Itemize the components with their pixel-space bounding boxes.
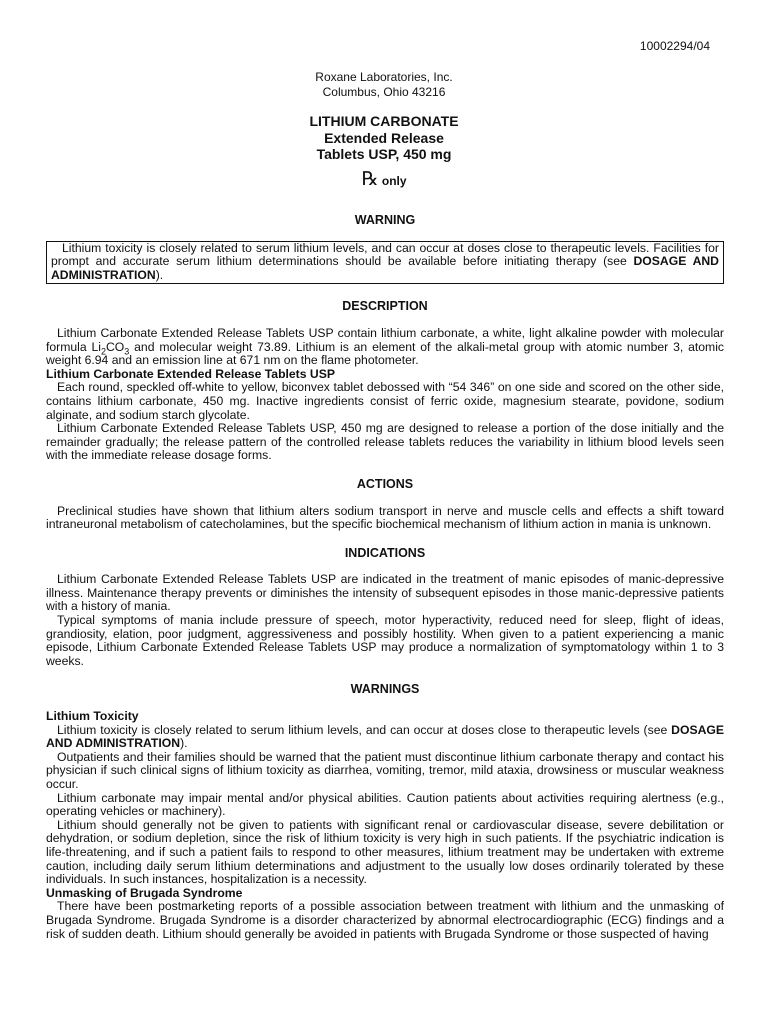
document-header [0, 70, 768, 188]
description-paragraph-3: Lithium Carbonate Extended Release Tablets USP, 450 mg are designed to release a portion of the dose initially and the remainder gradually; the release pattern of the controlled release tablets reduces the variability in lithium blood levels seen with the immediate release dosage forms. [46, 421, 724, 463]
company-address: Columbus, Ohio 43216 [322, 85, 446, 99]
indications-paragraph-2: Typical symptoms of mania include pressure of speech, motor hyperactivity, reduced need for sleep, flight of ideas, grandiosity, elation, poor judgment, aggressiveness and possibly hostility. When given to a patient experiencing a manic episode, Lithium Carbonate Extended Release Tablets USP may produce a normalization of symptomatology within 1 to 3 weeks. [46, 613, 724, 668]
title-line-3: Tablets USP, 450 mg [316, 146, 452, 162]
title-line-2: Extended Release [324, 129, 444, 146]
actions-section [46, 505, 724, 532]
indications-section [46, 573, 724, 668]
title-line-1: LITHIUM CARBONATE [309, 113, 459, 129]
boxed-warning [46, 241, 724, 285]
lithium-toxicity-subheading: Lithium Toxicity [46, 709, 139, 724]
rx-only-text: only [381, 173, 407, 188]
document-body [46, 214, 724, 941]
actions-paragraph-1: Preclinical studies have shown that lithium alters sodium transport in nerve and muscle cells and effects a shift toward intraneuronal metabolism of catecholamines, but the specific biochemical mechanism of lithium action in mania is unknown. [46, 503, 724, 532]
description-section [46, 327, 724, 463]
warnings-paragraph-5: There have been postmarketing reports of a possible association between treatment with lithium and the unmasking of Brugada Syndrome. Brugada Syndrome is a disorder characterized by abnormal electrocardiographic (ECG) findings and a risk of sudden death. Lithium should generally be avoided in patients with Brugada Syndrome or those suspected of having [46, 899, 724, 941]
warnings-section [46, 710, 724, 941]
warnings-paragraph-1: Lithium toxicity is closely related to serum lithium levels, and can occur at doses close to therapeutic levels (see DOSAGE AND ADMINISTRATION). [46, 722, 724, 751]
warnings-heading: WARNINGS [350, 682, 420, 697]
brugada-syndrome-subheading: Unmasking of Brugada Syndrome [46, 885, 243, 900]
warnings-paragraph-2: Outpatients and their families should be warned that the patient must discontinue lithium carbonate therapy and contact his physician if such clinical signs of lithium toxicity as diarrhea, vomiting, tremor, mild ataxia, drowsiness or muscular weakness occur. [46, 749, 724, 791]
description-subheading: Lithium Carbonate Extended Release Tablets USP [46, 366, 335, 381]
indications-heading: INDICATIONS [344, 545, 426, 560]
description-paragraph-2: Each round, speckled off-white to yellow, biconvex tablet debossed with “54 346” on one side and scored on the other side, contains lithium carbonate, 450 mg. Inactive ingredients consist of ferric oxide, magnesium stearate, povidone, sodium alginate, and sodium starch glycolate. [46, 380, 724, 422]
warnings-paragraph-3: Lithium carbonate may impair mental and/or physical abilities. Caution patients about activities requiring alertness (e.g., operating vehicles or machinery). [46, 790, 724, 819]
rx-only-label [0, 168, 768, 190]
description-heading: DESCRIPTION [342, 299, 428, 314]
boxed-warning-text: Lithium toxicity is closely related to serum lithium levels, and can occur at doses close to therapeutic levels. Facilities for prompt and accurate serum lithium determinations should be available before initiating therapy (see DOSAGE AND ADMINISTRATION). [51, 240, 719, 282]
actions-heading: ACTIONS [356, 476, 414, 491]
document-number: 10002294/04 [639, 39, 710, 53]
company-name: Roxane Laboratories, Inc. [315, 70, 453, 84]
rx-symbol-icon: ℞ [361, 168, 379, 190]
document-title [0, 113, 768, 163]
description-paragraph-1: Lithium Carbonate Extended Release Tablets USP contain lithium carbonate, a white, light alkaline powder with molecular formula $Li_2CO_3$ and molecular weight 73.89. Lithium is an element of the alkali-metal group with atomic number 3, atomic weight 6.94 and an emission line at 671 nm on the flame photometer. [46, 325, 724, 368]
warnings-paragraph-4: Lithium should generally not be given to patients with significant renal or cardiovascular disease, severe debilitation or dehydration, or sodium depletion, since the risk of lithium toxicity is very high in such patients. If the psychiatric indication is life-threatening, and if such a patient fails to respond to other measures, lithium treatment may be undertaken with extreme caution, including daily serum lithium determinations and adjustment to the usually low doses ordinarily tolerated by these individuals. In such instances, hospitalization is a necessity. [46, 817, 724, 887]
warning-heading: WARNING [354, 213, 416, 227]
indications-paragraph-1: Lithium Carbonate Extended Release Tablets USP are indicated in the treatment of manic episodes of manic-depressive illness. Maintenance therapy prevents or diminishes the intensity of subsequent episodes in those manic-depressive patients with a history of mania. [46, 572, 724, 614]
